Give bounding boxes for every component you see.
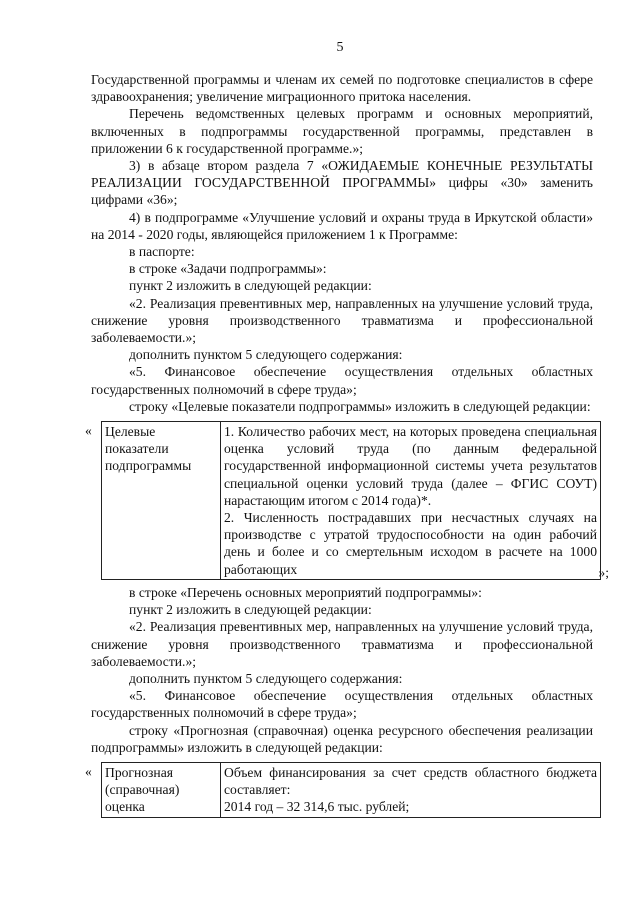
paragraph: «5. Финансовое обеспечение осуществления отдельных областных государственных полномочий в сфере труда»; (91, 688, 593, 721)
paragraph: 3) в абзаце втором раздела 7 «ОЖИДАЕМЫЕ КОНЕЧНЫЕ РЕЗУЛЬТАТЫ РЕАЛИЗАЦИИ ГОСУДАРСТВЕННОЙ ПРОГРАММЫ» цифры «30» заменить цифрами «36»; (91, 158, 593, 208)
financing-text: Объем финансирования за счет средств областного бюджета составляет: (224, 764, 597, 798)
table-content-cell (221, 762, 601, 817)
paragraph: «5. Финансовое обеспечение осуществления отдельных областных государственных полномочий в сфере труда»; (91, 364, 593, 397)
close-quote: »; (598, 564, 609, 580)
open-quote: « (85, 763, 92, 779)
table-label-cell: Прогнозная (справочная) оценка (102, 762, 221, 817)
paragraph: в строке «Перечень основных мероприятий подпрограммы»: (129, 584, 482, 600)
paragraph: Государственной программы и членам их семей по подготовке специалистов в сфере здравоохранения; увеличение миграционного притока населения. (91, 72, 593, 105)
paragraph: «2. Реализация превентивных мер, направленных на улучшение условий труда, снижение уровня производственного травматизма и профессиональной заболеваемости.»; (91, 619, 593, 669)
target-indicators-table-block (85, 421, 609, 580)
page-number: 5 (336, 40, 344, 55)
indicator-item: 2. Численность пострадавших при несчастных случаях на производстве с утратой трудоспособности на один рабочий день и более и со смертельным исходом в расчете на 1000 работающих (224, 510, 597, 577)
target-indicators-table (101, 421, 601, 580)
forecast-table (101, 762, 601, 818)
indicator-item: 1. Количество рабочих мест, на которых проведена специальная оценка условий труда (по данным федеральной государственной информационной системы учета результатов специальной оценки условий труда (далее – ФГИС СОУТ) нарастающим итогом с 2014 года)*. (224, 424, 597, 508)
table-row (102, 422, 601, 580)
forecast-table-block (85, 762, 597, 818)
paragraph: Перечень ведомственных целевых программ и основных мероприятий, включенных в подпрограммы государственной программы, представлен в приложении 6 к государственной программе.»; (91, 106, 593, 156)
table-content-cell (221, 422, 601, 580)
paragraph: в паспорте: (129, 244, 195, 260)
paragraph: 4) в подпрограмме «Улучшение условий и охраны труда в Иркутской области» на 2014 - 2020 годы, являющейся приложением 1 к Программе: (91, 209, 593, 242)
paragraph: «2. Реализация превентивных мер, направленных на улучшение условий труда, снижение уровня производственного травматизма и профессиональной заболеваемости.»; (91, 295, 593, 346)
paragraph: дополнить пунктом 5 следующего содержания: (129, 670, 403, 686)
paragraph: пункт 2 изложить в следующей редакции: (129, 278, 372, 294)
table-label-cell: Целевые показатели подпрограммы (102, 422, 221, 580)
financing-year-line: 2014 год – 32 314,6 тыс. рублей; (224, 799, 410, 815)
paragraph: строку «Целевые показатели подпрограммы» изложить в следующей редакции: (129, 398, 591, 414)
paragraph: дополнить пунктом 5 следующего содержания: (129, 347, 403, 363)
paragraph: строку «Прогнозная (справочная) оценка ресурсного обеспечения реализации подпрограммы» изложить в следующей редакции: (91, 722, 593, 755)
paragraph: пункт 2 изложить в следующей редакции: (129, 602, 372, 618)
table-row (102, 762, 601, 817)
open-quote: « (85, 423, 92, 439)
document-body (85, 71, 609, 822)
paragraph: в строке «Задачи подпрограммы»: (129, 261, 327, 277)
